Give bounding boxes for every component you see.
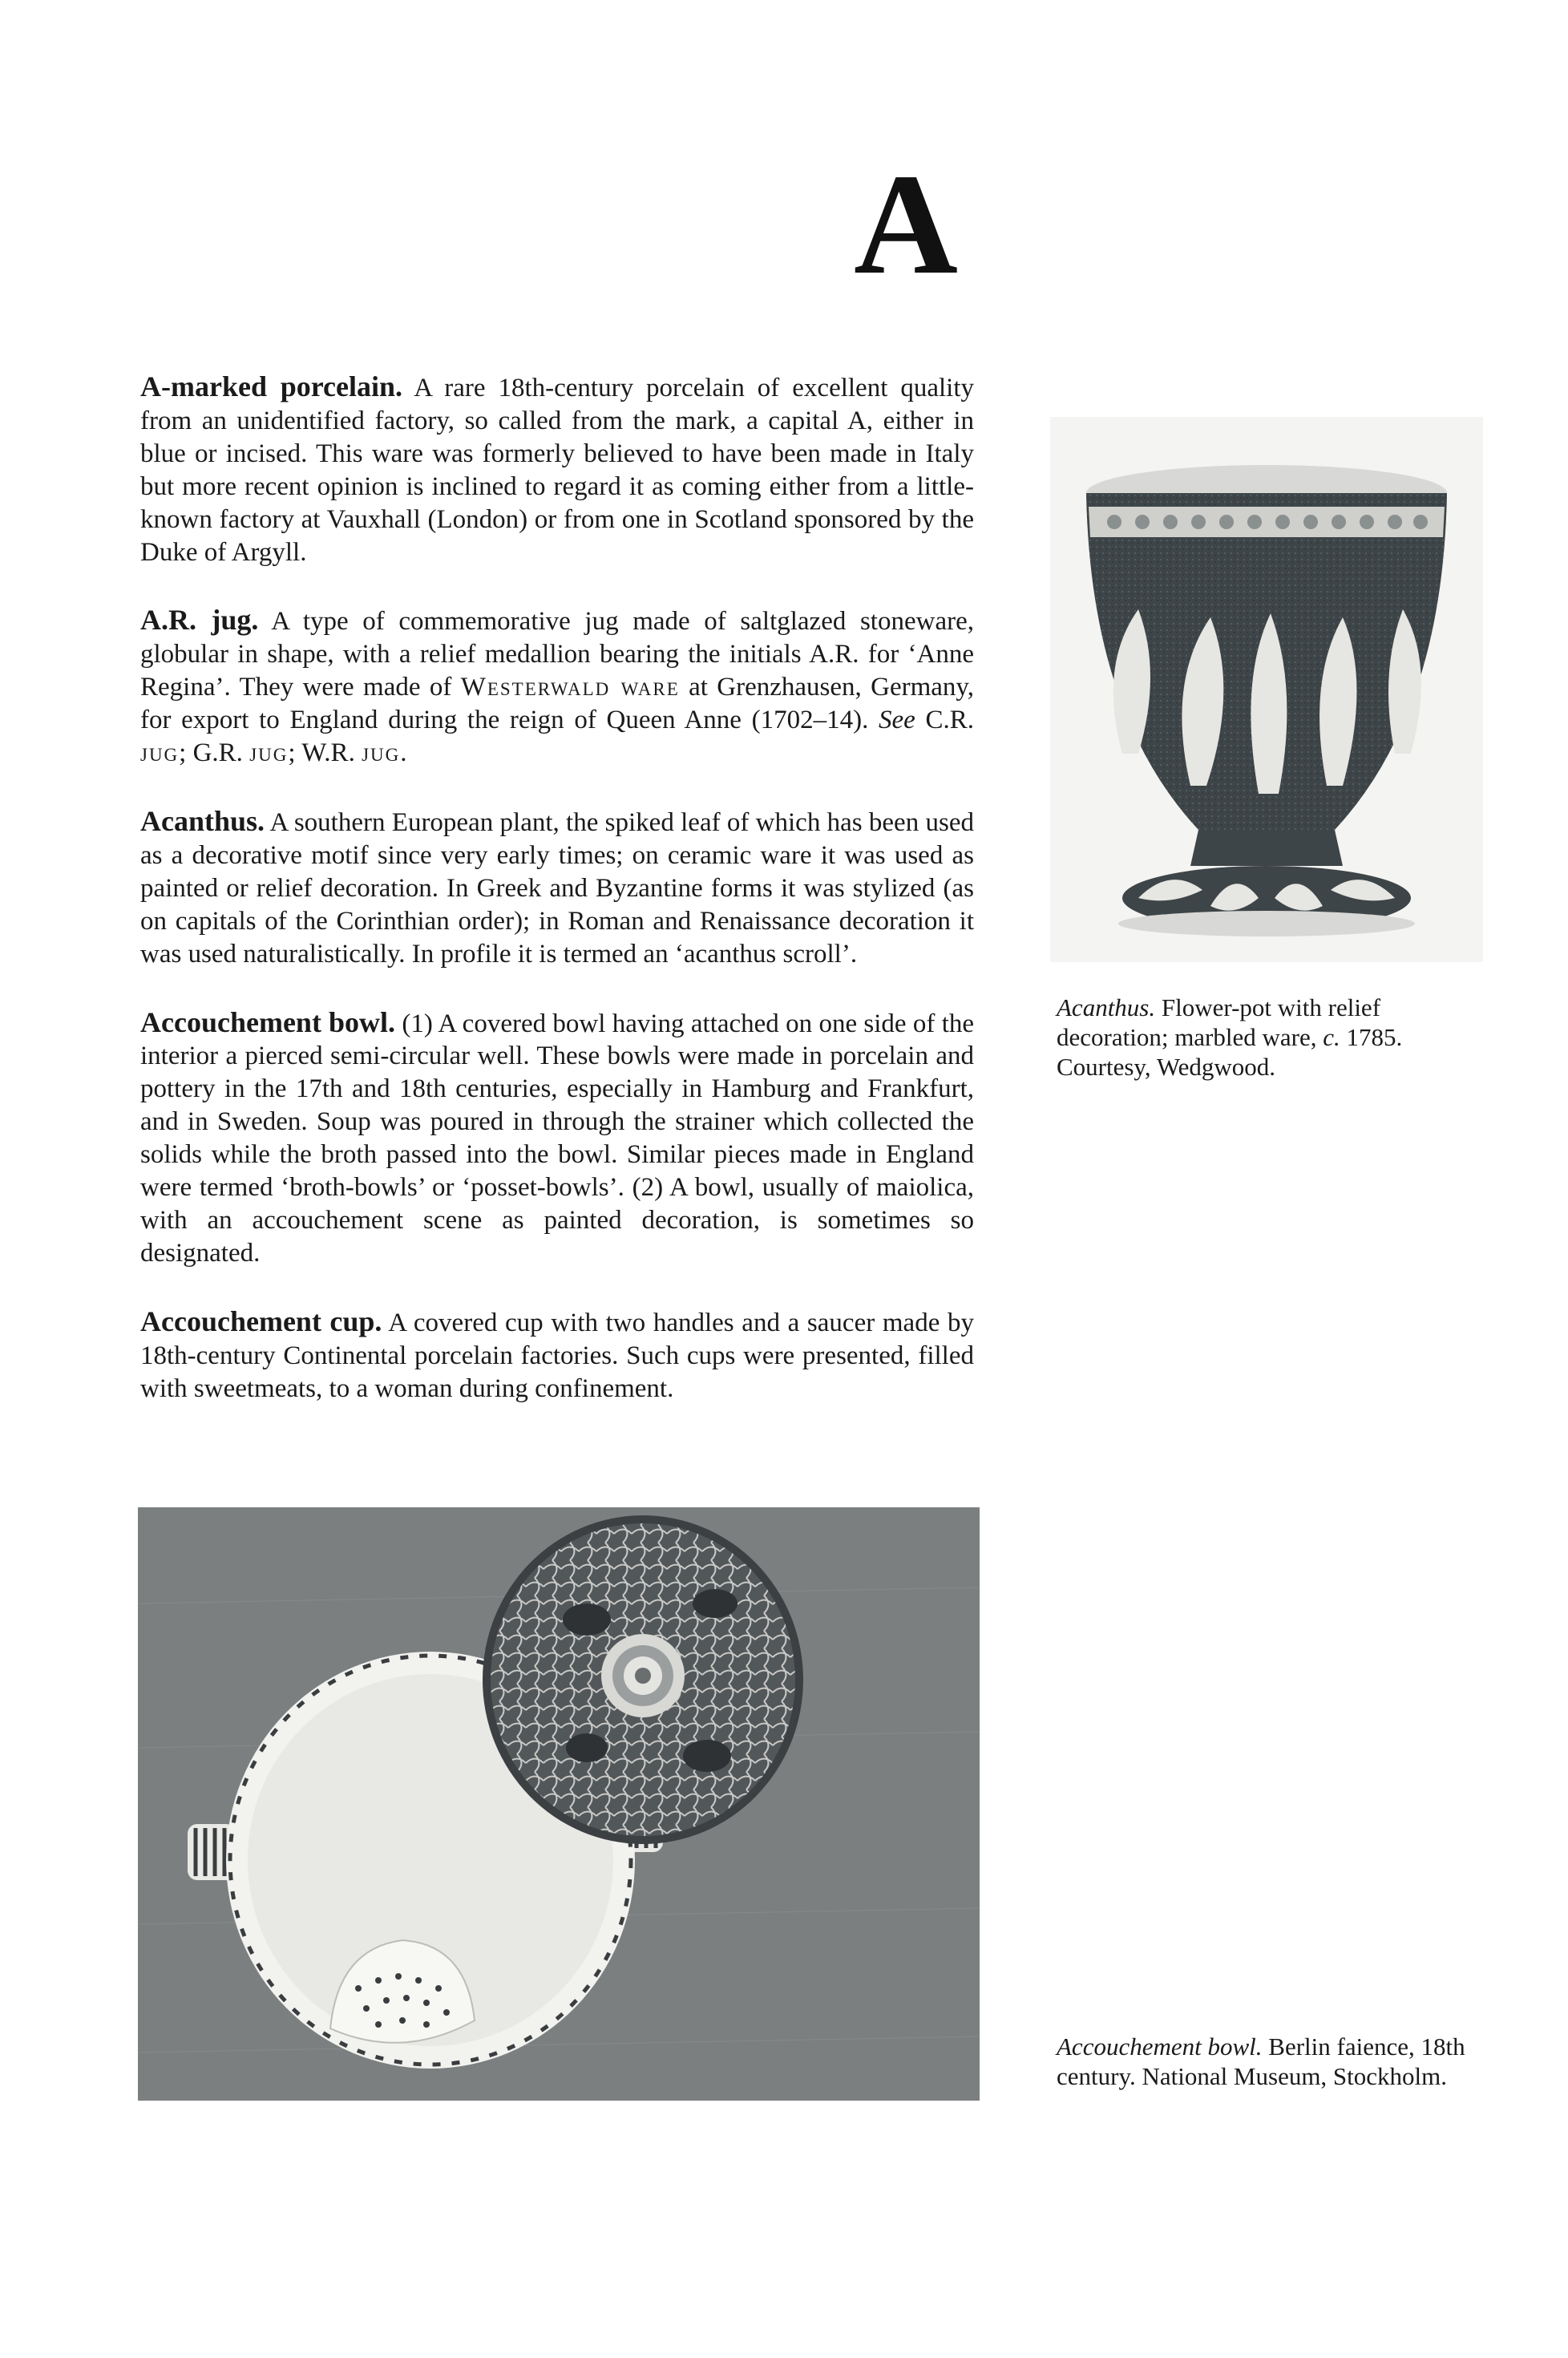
entry-text: A covered cup with two handles and a saucer made by 18th-century Continental porcelain factories. Such cups were presented, filled with sweetmeats, to a woman during confinement. [140,1308,975,1403]
entry-term: A-marked porcelain. [140,370,403,402]
cross-reference: Westerwald ware [460,673,680,702]
entry-text: A southern European plant, the spiked leaf of which has been used as a decorative motif since very early times; on ceramic ware it was used as painted or relief decoration. In Greek and Byzantine forms it was stylized (as on capitals of the Corinthian order); in Roman and Renaissance decoration it was used naturalistically. In profile it is termed an ‘acanthus scroll’. [140,807,974,969]
entry-text: at Grenzhausen, Germany, for export to England during the reign of Queen Anne (1702–14). [140,673,975,735]
bowl-caption: Accouchement bowl. Berlin faience, 18th century. National Museum, Stockholm. [1057,2032,1465,2091]
entry-accouchement-cup [140,1304,974,1405]
cross-reference: G.R. jug [192,738,289,768]
entry-term: Accouchement cup. [140,1304,382,1337]
text-column [140,369,974,1438]
entry-text: (1) A covered bowl having attached on one side of the interior a pierced semi-circular well. These bowls were made in porcelain and pottery in the 17th and 18th centuries, especially in Hamburg and Frankfurt, and in Sweden. Soup was poured in through the strainer which collected the solids while the broth passed into the bowl. Similar pieces made in England were termed ‘broth-bowls’ or ‘posset-bowls’. (2) A bowl, usually of maiolica, with an accouchement scene as painted decoration, is sometimes so designated. [140,1009,975,1268]
entry-term: Acanthus. [140,804,265,837]
entry-term: A.R. jug. [140,604,259,637]
caption-title: Accouchement bowl. [1057,2032,1263,2061]
section-letter: A [854,144,958,304]
entry-accouchement-bowl [140,1005,974,1270]
accouchement-bowl-photo [138,1507,980,2101]
cross-reference: C.R. jug [140,706,975,768]
entry-text: A type of commemorative jug made of saltglazed stoneware, globular in shape, with a relief medallion bearing the initials A.R. for ‘Anne Regina’. They were made of [140,607,974,702]
entry-acanthus [140,803,974,971]
acanthus-caption: Acanthus. Flower-pot with relief decoration; marbled ware, c. 1785. Courtesy, Wedgwood. [1057,993,1403,1082]
entry-a-marked-porcelain [140,369,974,568]
caption-title: Acanthus. [1057,993,1156,1021]
see-label: See [879,706,915,735]
entry-term: Accouchement bowl. [140,1005,396,1038]
entry-ar-jug: A.R. jug. A type of commemorative jug made of saltglazed stoneware, globular in shape, with a relief medallion bearing the initials A.R. for ‘Anne Regina’. They were made of Westerwald ware at Grenzhausen, Germany, for export to England during the reign of Queen Anne (1702–14). See C.R. jug; G.R. jug; W.R. jug. [140,604,975,768]
cross-reference: W.R. jug [301,738,401,768]
acanthus-vase-photo [1050,417,1483,962]
entry-text: A rare 18th-century porcelain of excellent quality from an unidentified factory, so called from the mark, a capital A, either in blue or incised. This ware was formerly believed to have been made in Italy but more recent opinion is inclined to regard it as coming either from a little-known factory at Vauxhall (London) or from one in Scotland sponsored by the Duke of Argyll. [140,374,974,567]
